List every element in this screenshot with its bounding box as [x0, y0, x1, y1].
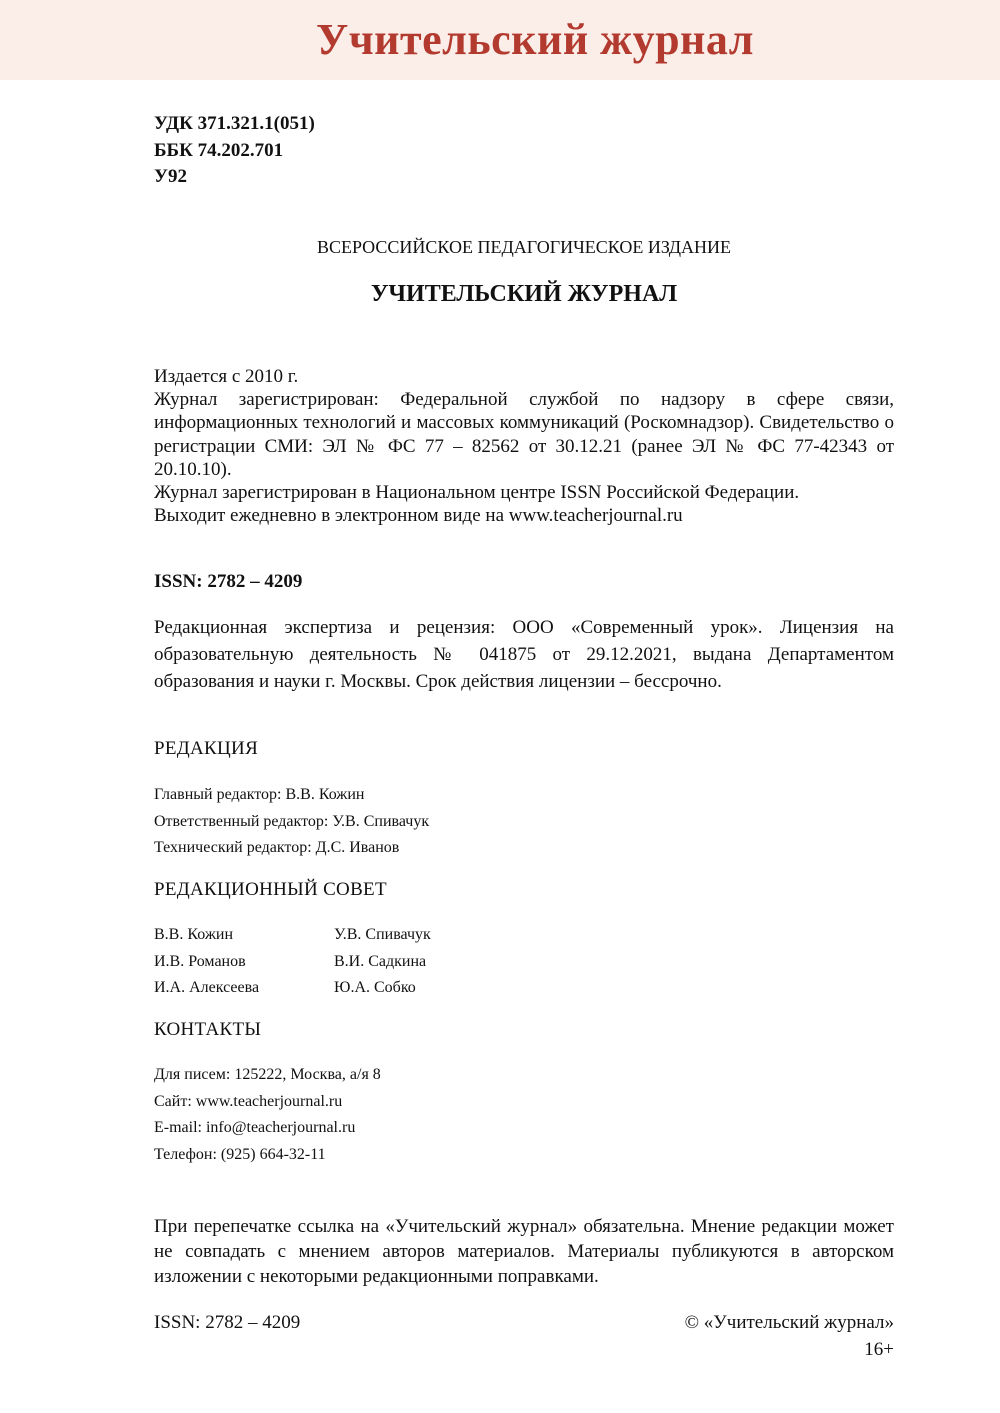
council-member: Ю.А. Собко — [334, 979, 416, 996]
technical-editor: Технический редактор: Д.С. Иванов — [154, 839, 400, 856]
reprint-notice: При перепечатке ссылка на «Учительский журнал» обязательна. Мнение редакции может не совпадать с мнением авторов материалов. Материалы публикуются в авторском изложении с некоторыми редакционными поправками. — [154, 1216, 894, 1287]
issn-number: ISSN: 2782 – 4209 — [154, 571, 303, 592]
council-heading: РЕДАКЦИОННЫЙ СОВЕТ — [154, 879, 387, 900]
publication-text: Выходит ежедневно в электронном виде на www.teacherjournal.ru — [154, 505, 683, 527]
published-since: Издается с 2010 г. — [154, 366, 299, 387]
chief-editor: Главный редактор: В.В. Кожин — [154, 786, 365, 803]
classification-codes — [154, 111, 894, 191]
contacts-list — [154, 1062, 381, 1168]
council-member: В.И. Садкина — [334, 952, 427, 970]
website-link[interactable]: Сайт: www.teacherjournal.ru — [154, 1092, 343, 1110]
udk-code: УДК 371.321.1(051) — [154, 113, 315, 134]
registration-info — [154, 365, 894, 527]
registration-text: Журнал зарегистрирован: Федеральной службой по надзору в сфере связи, информационных технологий и массовых коммуникаций (Роскомнадзор). Свидетельство о регистрации СМИ: ЭЛ № ФС 77 – 82562 от 30.12.21 (ранее ЭЛ № ФС 77-42343 от 20.10.10). — [154, 389, 894, 480]
editorial-heading: РЕДАКЦИЯ — [154, 738, 259, 759]
contacts-heading: КОНТАКТЫ — [154, 1019, 262, 1040]
email-link[interactable]: E-mail: info@teacherjournal.ru — [154, 1119, 356, 1136]
journal-name: УЧИТЕЛЬСКИЙ ЖУРНАЛ — [370, 281, 678, 307]
council-member: У.В. Спивачук — [334, 926, 431, 943]
council-member: И.В. Романов — [154, 952, 246, 970]
council-member: В.В. Кожин — [154, 926, 233, 943]
editorial-list — [154, 782, 429, 862]
council-member: И.А. Алексеева — [154, 979, 260, 996]
footer-copyright: © «Учительский журнал» — [684, 1312, 894, 1333]
managing-editor: Ответственный редактор: У.В. Спивачук — [154, 812, 430, 830]
council-list — [154, 922, 654, 1002]
age-rating-badge: 16+ — [864, 1339, 894, 1360]
author-sign: У92 — [154, 166, 187, 187]
phone-number: Телефон: (925) 664-32-11 — [154, 1145, 326, 1163]
council-row — [154, 975, 654, 1002]
postal-address: Для писем: 125222, Москва, а/я 8 — [154, 1066, 381, 1083]
publisher-label: ВСЕРОССИЙСКОЕ ПЕДАГОГИЧЕСКОЕ ИЗДАНИЕ — [316, 237, 732, 257]
issn-center-text: Журнал зарегистрирован в Национальном центре ISSN Российской Федерации. — [154, 482, 800, 504]
council-row — [154, 922, 654, 949]
review-license-text: Редакционная экспертиза и рецензия: ООО «Современный урок». Лицензия на образовательную деятельность № 041875 от 29.12.2021, выдана Департаментом образования и науки г. Москвы. Срок действия лицензии – бессрочно. — [154, 617, 894, 692]
footer-issn: ISSN: 2782 – 4209 — [154, 1312, 301, 1333]
council-row — [154, 949, 654, 976]
journal-header-title: Учительский журнал — [316, 15, 754, 64]
bbk-code: ББК 74.202.701 — [154, 139, 284, 161]
